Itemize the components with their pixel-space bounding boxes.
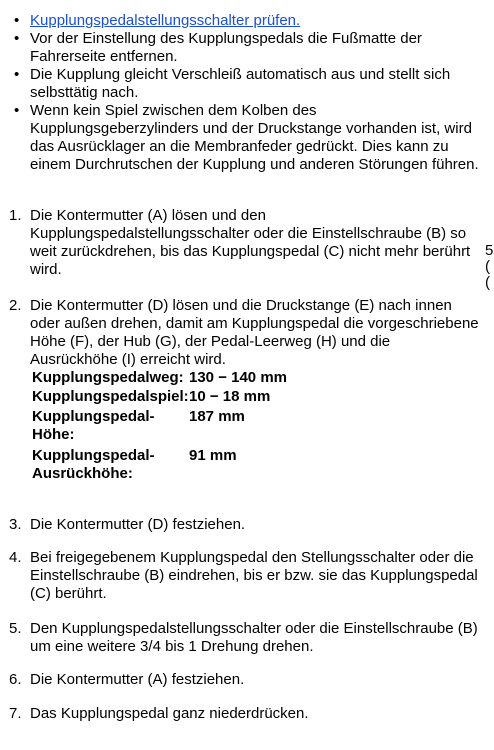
step-text: Die Kontermutter (A) lösen und den Kupplungspedalstellungsschalter oder die Einstellschraube (B) so weit zurückdrehen, bis das Kupplungspedal (C) nicht mehr berührt wird. [30, 207, 471, 278]
step-5 [0, 620, 480, 656]
note-item [0, 30, 480, 66]
step-number: 7. [9, 705, 22, 722]
cut-off-text: ( [485, 258, 490, 275]
step-number: 6. [9, 671, 22, 688]
switch-check-link[interactable]: Kupplungspedalstellungsschalter prüfen. [30, 12, 301, 29]
note-item [0, 102, 480, 174]
note-text: Die Kupplung gleicht Verschleiß automatisch aus und stellt sich selbsttätig nach. [30, 66, 451, 101]
spec-value: 91 mm [189, 447, 237, 464]
bullet-marker: • [14, 30, 20, 47]
note-text: Wenn kein Spiel zwischen dem Kolben des Kupplungsgeberzylinders und der Druckstange vorhanden ist, wird das Ausrücklager an die Membranfeder gedrückt. Dies kann zu einem Durchrutschen der Kupplung und anderen Störungen führen. [30, 102, 479, 173]
spec-label: Kupplungspedalspiel: [32, 388, 189, 405]
step-number: 1. [9, 207, 22, 224]
bullet-marker: • [14, 12, 20, 29]
spec-label: Kupplungspedal-Ausrückhöhe: [32, 447, 155, 482]
step-number: 2. [9, 297, 22, 314]
note-item [0, 66, 480, 102]
step-text: Die Kontermutter (D) festziehen. [30, 516, 246, 533]
step-text: Bei freigegebenem Kupplungspedal den Stellungsschalter oder die Einstellschraube (B) eindrehen, bis er bzw. sie das Kupplungspedal (C) berührt. [30, 549, 478, 602]
note-text: Vor der Einstellung des Kupplungspedals die Fußmatte der Fahrerseite entfernen. [30, 30, 422, 65]
step-text: Die Kontermutter (D) lösen und die Druckstange (E) nach innen oder außen drehen, damit am Kupplungspedal die vorgeschriebene Höhe (F), der Hub (G), der Pedal-Leerweg (H) und die Ausrückhöhe (I) erreicht wird. [30, 297, 479, 368]
cut-off-text: 5 [485, 242, 494, 259]
step-number: 5. [9, 620, 22, 637]
spec-value: 130 − 140 mm [189, 369, 287, 386]
step-2 [0, 297, 480, 369]
spec-label: Kupplungspedalweg: [32, 369, 184, 386]
step-text: Das Kupplungspedal ganz niederdrücken. [30, 705, 309, 722]
cut-off-text: ( [485, 274, 490, 291]
step-6 [0, 671, 480, 689]
spec-value: 187 mm [189, 408, 245, 425]
step-3 [0, 516, 480, 534]
bullet-marker: • [14, 102, 20, 119]
note-list [0, 12, 480, 174]
step-number: 3. [9, 516, 22, 533]
step-text: Den Kupplungspedalstellungsschalter oder die Einstellschraube (B) um eine weitere 3/4 bis 1 Drehung drehen. [30, 620, 478, 655]
step-1 [0, 207, 480, 279]
step-number: 4. [9, 549, 22, 566]
step-4 [0, 549, 480, 603]
spec-label: Kupplungspedal-Höhe: [32, 408, 155, 443]
bullet-marker: • [14, 66, 20, 83]
step-7 [0, 705, 480, 723]
spec-value: 10 − 18 mm [189, 388, 271, 405]
note-item-link [0, 12, 480, 30]
step-text: Die Kontermutter (A) festziehen. [30, 671, 245, 688]
